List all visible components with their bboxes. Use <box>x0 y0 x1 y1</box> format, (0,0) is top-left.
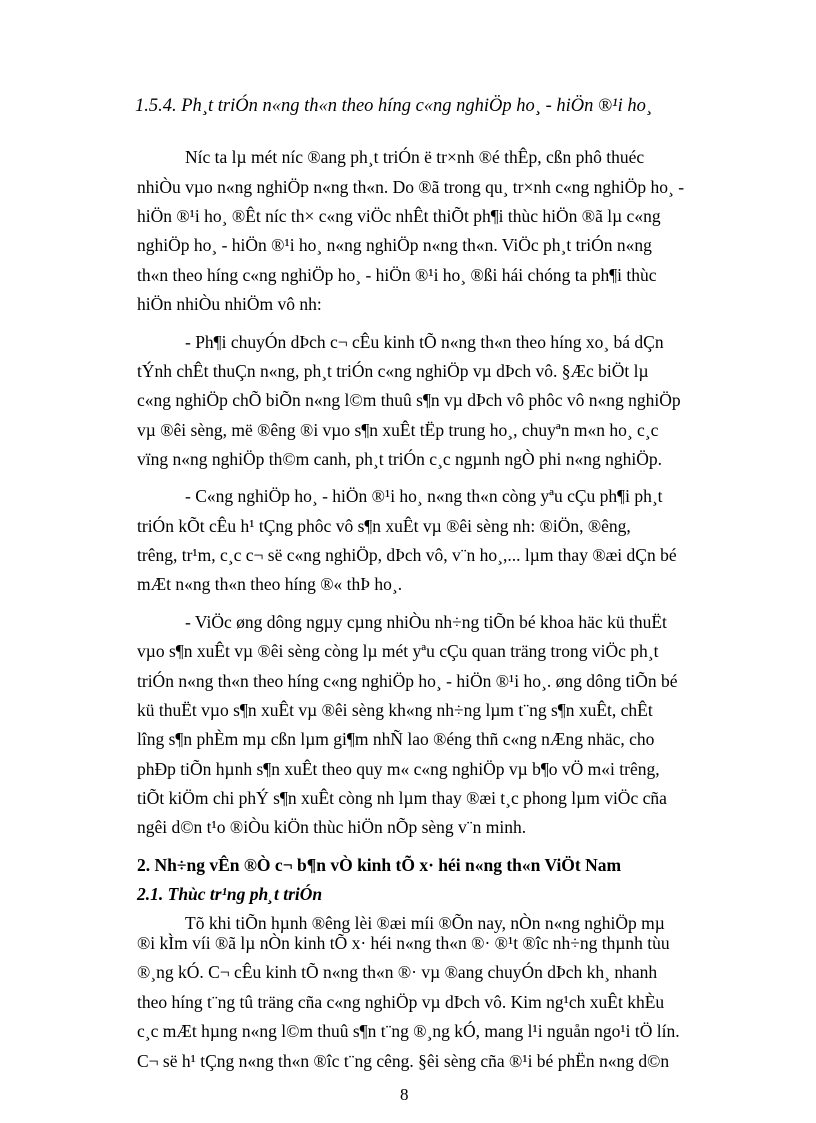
paragraph-line: phÐp tiÕn hµnh s¶n xuÊt theo quy m« c«ng nghiÖp vµ b¶o vÖ m«i trêng, <box>137 759 660 779</box>
page-number: 8 <box>400 1085 409 1104</box>
paragraph-line: c«ng nghiÖp chÕ biÕn n«ng l©m thuû s¶n vµ dÞch vô phôc vô n«ng nghiÖp <box>137 390 681 410</box>
paragraph-line: - ViÖc øng dông ngµy cµng nhiÒu nh÷ng tiÕn bé khoa häc kü thuËt <box>185 612 667 632</box>
paragraph-line: - Ph¶i chuyÓn dÞch c¬ cÊu kinh tÕ n«ng th«n theo híng xo¸ bá dÇn <box>185 332 664 352</box>
paragraph-line: th«n theo híng c«ng nghiÖp ho¸ - hiÖn ®¹i ho¸ ®ßi hái chóng ta ph¶i thùc <box>137 265 657 285</box>
paragraph-line: C¬ së h¹ tÇng n«ng th«n ®îc t¨ng cêng. §êi sèng cña ®¹i bé phËn n«ng d©n <box>137 1051 670 1071</box>
paragraph-line: vµ ®êi sèng, më ®êng ®i vµo s¶n xuÊt tËp trung ho¸, chuyªn m«n ho¸ c¸c <box>137 420 659 440</box>
paragraph-line: Níc ta lµ mét níc ®ang ph¸t triÓn ë tr×nh ®é thÊp, cßn phô thuéc <box>185 147 645 167</box>
paragraph-line: vµo s¶n xuÊt vµ ®êi sèng còng lµ mét yªu cÇu quan träng trong viÖc ph¸t <box>137 641 659 661</box>
paragraph-line: Tõ khi tiÕn hµnh ®êng lèi ®æi míi ®Õn nay, nÒn n«ng nghiÖp mµ <box>185 913 665 933</box>
paragraph-line: ngêi d©n t¹o ®iÒu kiÖn thùc hiÖn nÕp sèng v¨n minh. <box>137 817 527 837</box>
paragraph-line: hiÖn ®¹i ho¸ ®Êt níc th× c«ng viÖc nhÊt thiÕt ph¶i thùc hiÖn ®ã lµ c«ng <box>137 206 661 226</box>
paragraph-line: tiÕt kiÖm chi phÝ s¶n xuÊt còng nh lµm thay ®æi t¸c phong lµm viÖc cña <box>137 788 667 808</box>
paragraph-line: c¸c mÆt hµng n«ng l©m thuû s¶n t¨ng ®¸ng kÓ, mang l¹i nguån ngo¹i tÖ lín. <box>137 1021 680 1041</box>
paragraph-line: nhiÒu vµo n«ng nghiÖp n«ng th«n. Do ®ã trong qu¸ tr×nh c«ng nghiÖp ho¸ - <box>137 177 685 197</box>
paragraph-line: theo híng t¨ng tû träng cña c«ng nghiÖp vµ dÞch vô. Kim ng¹ch xuÊt khÈu <box>137 992 665 1012</box>
section-2-1-heading: 2.1. Thùc tr¹ng ph¸t triÓn <box>137 884 323 904</box>
paragraph-line: hiÖn nhiÒu nhiÖm vô nh: <box>137 294 322 314</box>
section-2-heading: 2. Nh÷ng vÊn ®Ò c¬ b¶n vÒ kinh tÕ x· héi n«ng th«n ViÖt Nam <box>137 855 622 875</box>
paragraph-line: nghiÖp ho¸ - hiÖn ®¹i ho¸ n«ng nghiÖp n«ng th«n. ViÖc ph¸t triÓn n«ng <box>137 235 652 255</box>
paragraph-line: lîng s¶n phÈm mµ cßn lµm gi¶m nhÑ lao ®éng thñ c«ng nÆng nhäc, cho <box>137 729 655 749</box>
paragraph-line: ®¸ng kÓ. C¬ cÊu kinh tÕ n«ng th«n ®· vµ ®ang chuyÓn dÞch kh¸ nhanh <box>137 962 658 982</box>
paragraph-line: triÓn n«ng th«n theo híng c«ng nghiÖp ho¸ - hiÖn ®¹i ho¸. øng dông tiÕn bé <box>137 671 678 691</box>
paragraph-line: tÝnh chÊt thuÇn n«ng, ph¸t triÓn c«ng nghiÖp vµ dÞch vô. §Æc biÖt lµ <box>137 361 649 381</box>
paragraph-line: ®i kÌm víi ®ã lµ nÒn kinh tÕ x· héi n«ng th«n ®· ®¹t ®îc nh÷ng thµnh tùu <box>137 933 670 953</box>
paragraph-line: kü thuËt vµo s¶n xuÊt vµ ®êi sèng kh«ng nh÷ng lµm t¨ng s¶n xuÊt, chÊt <box>137 700 653 720</box>
paragraph-line: mÆt n«ng th«n theo híng ®« thÞ ho¸. <box>137 574 403 594</box>
section-heading: 1.5.4. Ph¸t triÓn n«ng th«n theo híng c«ng nghiÖp ho¸ - hiÖn ®¹i ho¸ <box>135 96 653 116</box>
paragraph-line: - C«ng nghiÖp ho¸ - hiÖn ®¹i ho¸ n«ng th«n còng yªu cÇu ph¶i ph¸t <box>185 486 663 506</box>
paragraph-line: vïng n«ng nghiÖp th©m canh, ph¸t triÓn c¸c ngµnh ngÒ phi n«ng nghiÖp. <box>137 449 662 469</box>
paragraph-line: triÓn kÕt cÊu h¹ tÇng phôc vô s¶n xuÊt vµ ®êi sèng nh: ®iÖn, ®êng, <box>137 516 631 536</box>
paragraph-line: trêng, tr¹m, c¸c c¬ së c«ng nghiÖp, dÞch vô, v¨n ho¸,... lµm thay ®æi dÇn bé <box>137 545 677 565</box>
